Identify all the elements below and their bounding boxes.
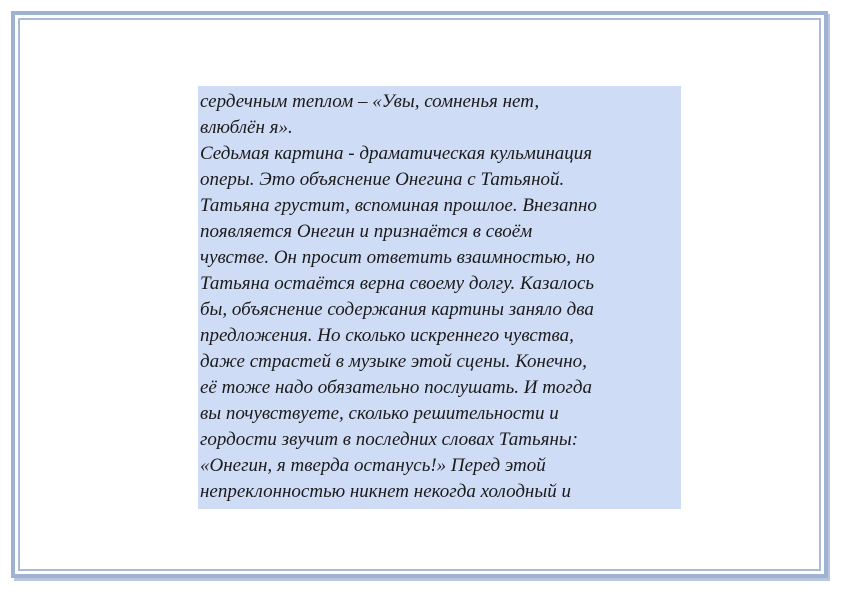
- text-line: гордости звучит в последних словах Татьяны:: [200, 429, 579, 450]
- text-line: Седьмая картина - драматическая кульминация: [200, 143, 593, 164]
- text-line: чувстве. Он просит ответить взаимностью, но: [200, 247, 595, 268]
- text-line: «Онегин, я тверда останусь!» Перед этой: [200, 455, 546, 476]
- text-line: Татьяна остаётся верна своему долгу. Казалось: [200, 273, 595, 294]
- text-line: оперы. Это объяснение Онегина с Татьяной.: [200, 169, 565, 190]
- text-line: предложения. Но сколько искреннего чувства,: [200, 325, 574, 346]
- text-line: её тоже надо обязательно послушать. И тогда: [200, 377, 592, 398]
- frame-shadow-bottom: [14, 578, 830, 581]
- text-line: непреклонностью никнет некогда холодный и: [200, 481, 571, 502]
- text-line: влюблён я».: [200, 117, 293, 138]
- text-line: появляется Онегин и признаётся в своём: [200, 221, 533, 242]
- text-line: бы, объяснение содержания картины заняло два: [200, 299, 594, 320]
- text-line: Татьяна грустит, вспоминая прошлое. Внезапно: [200, 195, 597, 216]
- text-line: сердечным теплом – «Увы, сомненья нет,: [200, 91, 540, 112]
- text-line: вы почувствуете, сколько решительности и: [200, 403, 559, 424]
- text-line: даже страстей в музыке этой сцены. Конечно,: [200, 351, 587, 372]
- text-box: [198, 86, 681, 509]
